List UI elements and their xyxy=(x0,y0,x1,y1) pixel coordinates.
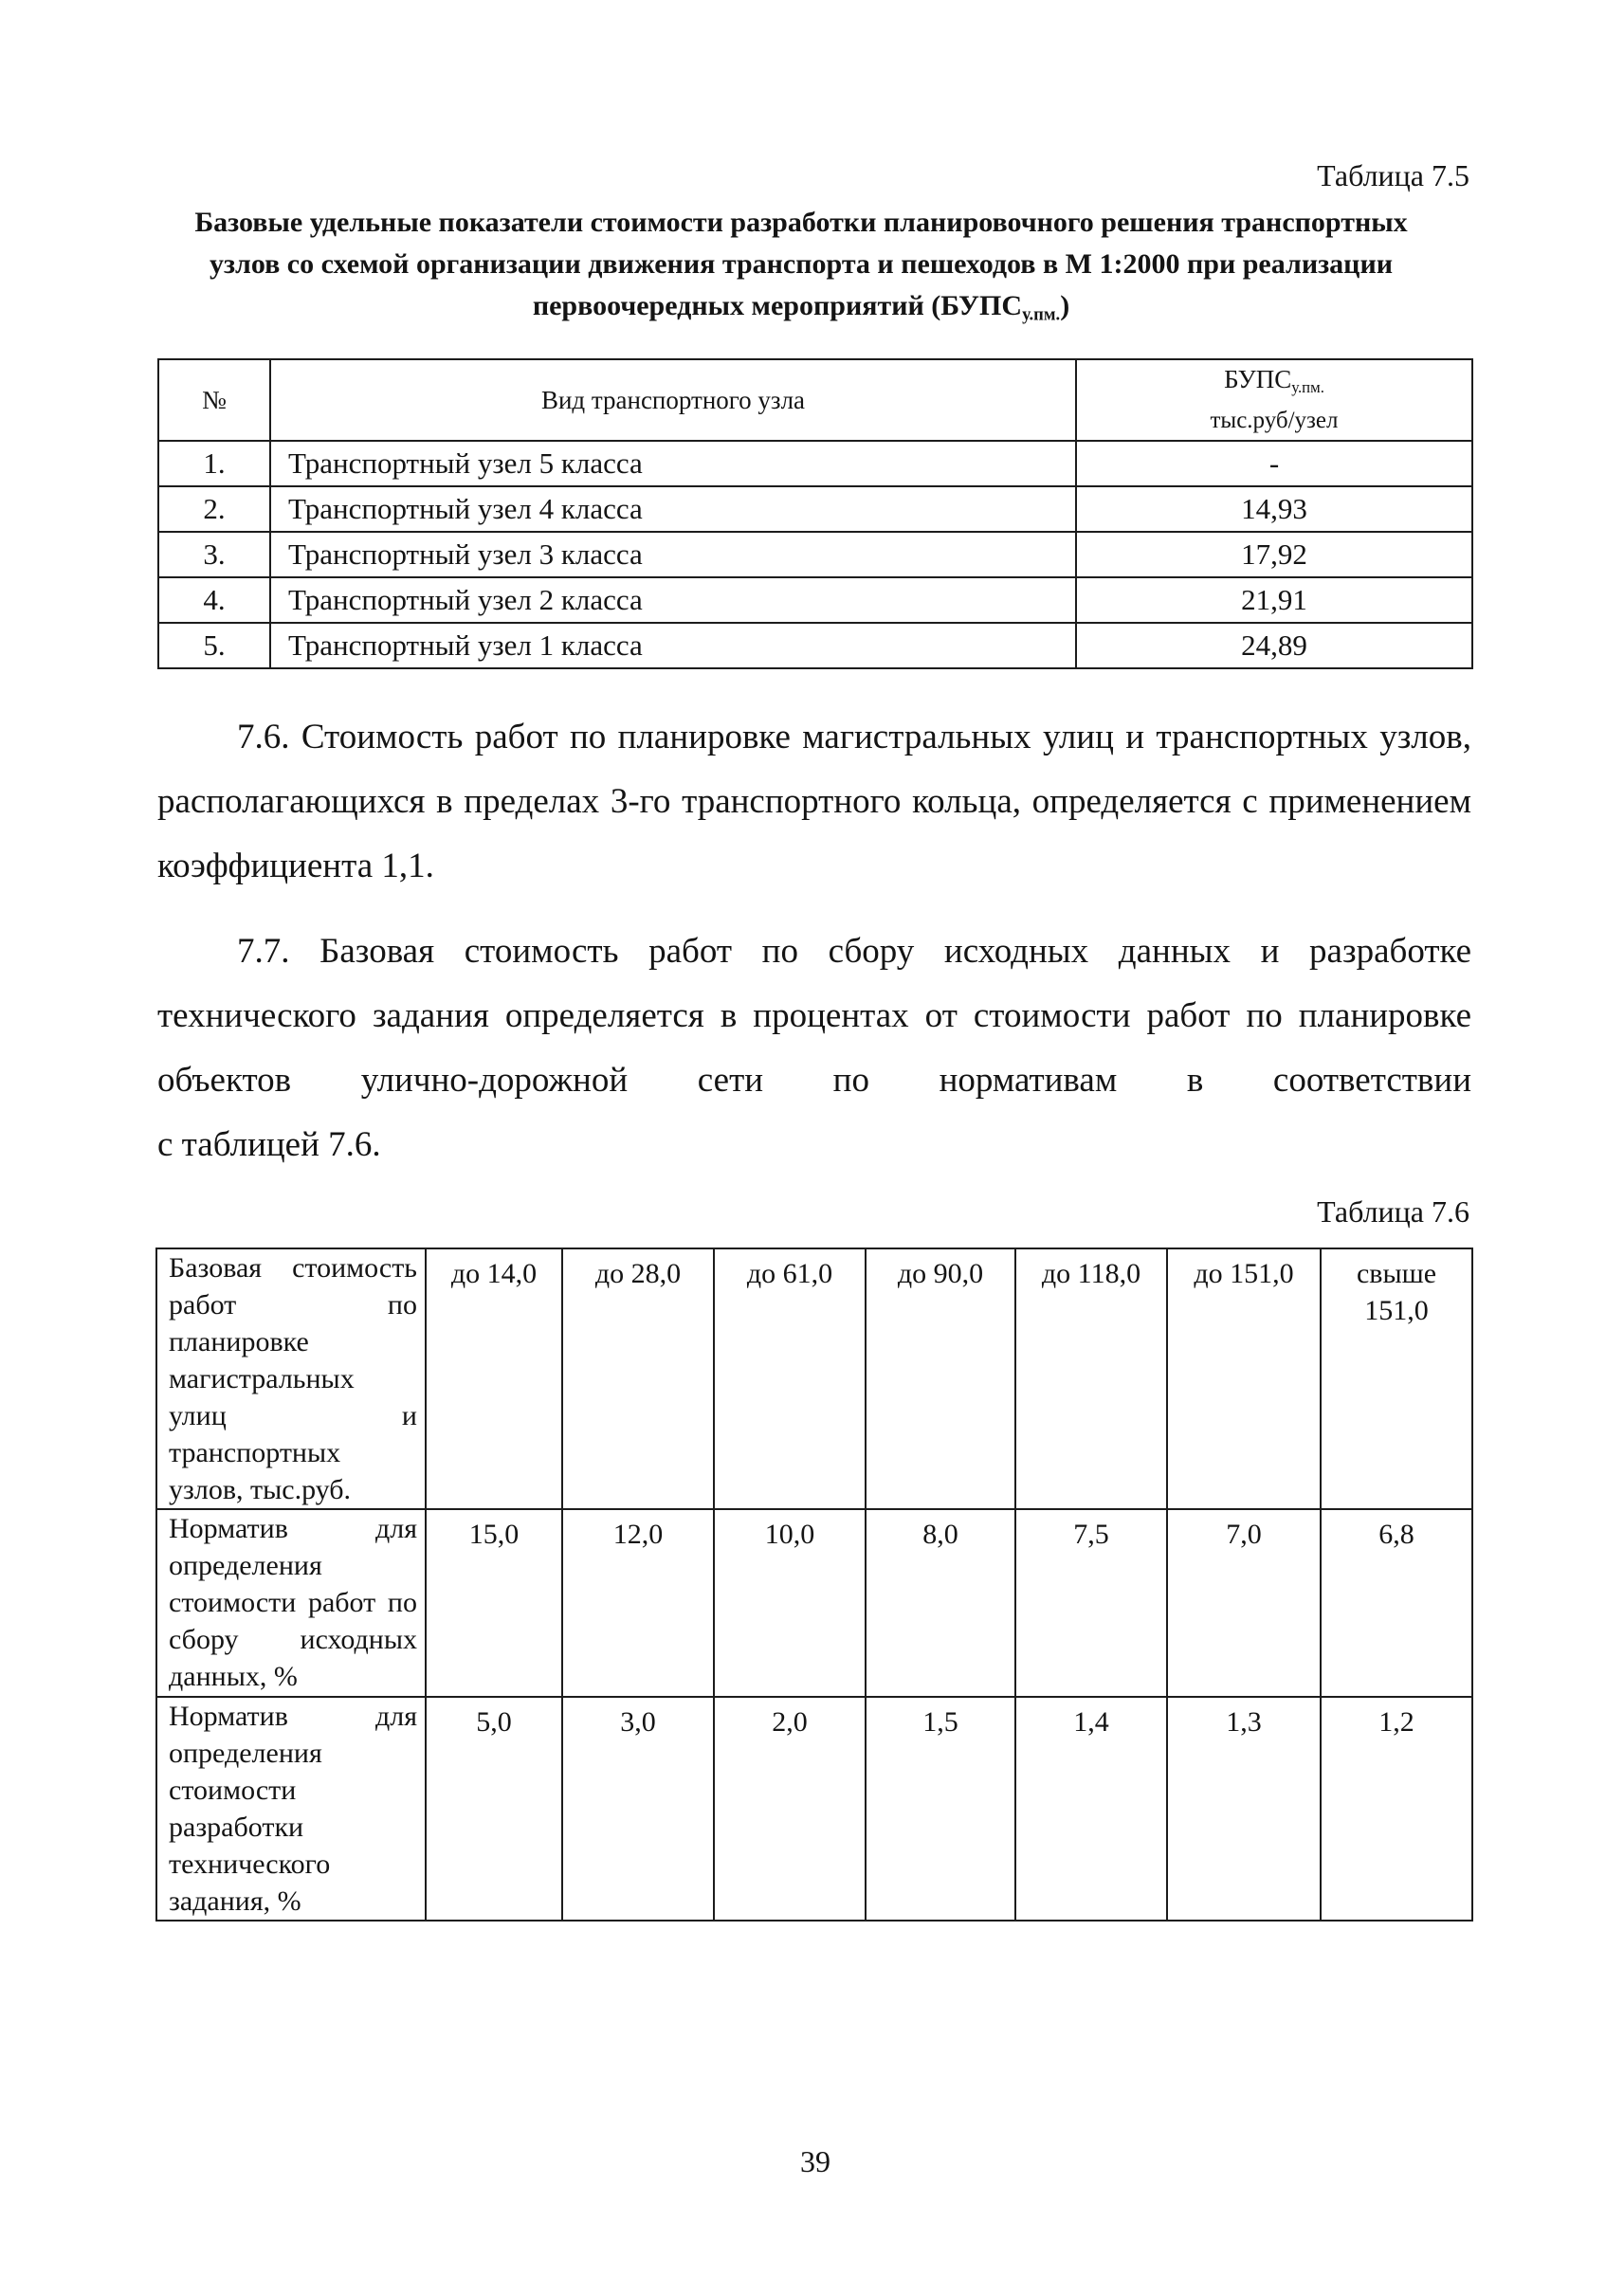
table-7-5-label: Таблица 7.5 xyxy=(1317,158,1469,192)
table-cell: 3,0 xyxy=(562,1697,714,1921)
table-cell: до 90,0 xyxy=(866,1248,1015,1509)
table-cell: до 61,0 xyxy=(714,1248,866,1509)
header-value-sub: у.пм. xyxy=(1291,378,1324,397)
table-cell: 6,8 xyxy=(1321,1509,1472,1697)
header-type: Вид транспортного узла xyxy=(270,359,1076,441)
row-num: 2. xyxy=(158,486,270,532)
row-name: Транспортный узел 2 класса xyxy=(270,577,1076,623)
row-num: 5. xyxy=(158,623,270,668)
header-value-unit: тыс.руб/узел xyxy=(1210,407,1339,433)
row-num: 4. xyxy=(158,577,270,623)
table-cell: до 28,0 xyxy=(562,1248,714,1509)
header-num: № xyxy=(158,359,270,441)
table-row xyxy=(156,1248,1472,1509)
row-num: 1. xyxy=(158,441,270,486)
table-cell: 1,4 xyxy=(1015,1697,1167,1921)
table-row xyxy=(158,623,1472,668)
header-value-main: БУПС xyxy=(1224,365,1292,394)
paragraph-7-6 xyxy=(157,705,1471,899)
row-name: Транспортный узел 4 класса xyxy=(270,486,1076,532)
page-number: 39 xyxy=(800,2144,830,2178)
table-7-6-label: Таблица 7.6 xyxy=(1317,1194,1469,1229)
row-header: Базовая стоимость работ по планировке магистральных улиц и транспортных узлов, тыс.руб. xyxy=(156,1248,426,1509)
row-value: 21,91 xyxy=(1076,577,1472,623)
table-cell: до 14,0 xyxy=(426,1248,562,1509)
row-value: 24,89 xyxy=(1076,623,1472,668)
paragraph-7-6-text: 7.6. Стоимость работ по планировке магистральных улиц и транспортных узлов, располагающихся в пределах 3-го транспортного кольца, определяется с применением коэффициента 1,1. xyxy=(157,718,1471,885)
table-cell: 7,0 xyxy=(1167,1509,1321,1697)
table-cell: 7,5 xyxy=(1015,1509,1167,1697)
row-name: Транспортный узел 3 класса xyxy=(270,532,1076,577)
table-7-5-title-text: Базовые удельные показатели стоимости разработки планировочного решения транспортных узлов со схемой организации движения транспорта и пешеходов в М 1:2000 при реализации первоочередных мероприятий (БУПС xyxy=(194,207,1408,321)
table-cell: свыше 151,0 xyxy=(1321,1248,1472,1509)
row-num: 3. xyxy=(158,532,270,577)
table-row xyxy=(158,577,1472,623)
table-row xyxy=(158,532,1472,577)
row-header: Норматив для определения стоимости работ по сбору исходных данных, % xyxy=(156,1509,426,1697)
row-header: Норматив для определения стоимости разработки технического задания, % xyxy=(156,1697,426,1921)
table-row xyxy=(156,1697,1472,1921)
table-cell: 2,0 xyxy=(714,1697,866,1921)
table-7-6 xyxy=(155,1248,1473,1922)
table-cell: 8,0 xyxy=(866,1509,1015,1697)
table-cell: до 151,0 xyxy=(1167,1248,1321,1509)
table-cell: 5,0 xyxy=(426,1697,562,1921)
paragraph-7-7-tail: с таблицей 7.6. xyxy=(157,1125,381,1164)
table-row xyxy=(156,1509,1472,1697)
table-cell: 1,3 xyxy=(1167,1697,1321,1921)
row-value: 17,92 xyxy=(1076,532,1472,577)
table-cell: 1,2 xyxy=(1321,1697,1472,1921)
table-7-5-title-close: ) xyxy=(1060,290,1070,321)
table-row xyxy=(158,441,1472,486)
table-cell: 10,0 xyxy=(714,1509,866,1697)
table-cell: 1,5 xyxy=(866,1697,1015,1921)
header-value xyxy=(1076,359,1472,441)
row-name: Транспортный узел 5 класса xyxy=(270,441,1076,486)
table-cell: до 118,0 xyxy=(1015,1248,1167,1509)
table-cell: 12,0 xyxy=(562,1509,714,1697)
row-value: 14,93 xyxy=(1076,486,1472,532)
row-value: - xyxy=(1076,441,1472,486)
table-row xyxy=(158,486,1472,532)
paragraph-7-7-text: 7.7. Базовая стоимость работ по сбору исходных данных и разработке технического задания определяется в процентах от стоимости работ по планировке объектов улично-дорожной сети по нормативам в соответствии xyxy=(157,932,1471,1100)
paragraph-7-7 xyxy=(157,920,1471,1177)
table-cell: 15,0 xyxy=(426,1509,562,1697)
table-header-row xyxy=(158,359,1472,441)
table-7-5-title-subscript: у.пм. xyxy=(1022,304,1061,325)
table-7-5-title xyxy=(180,202,1422,337)
table-7-5 xyxy=(157,358,1473,669)
row-name: Транспортный узел 1 класса xyxy=(270,623,1076,668)
